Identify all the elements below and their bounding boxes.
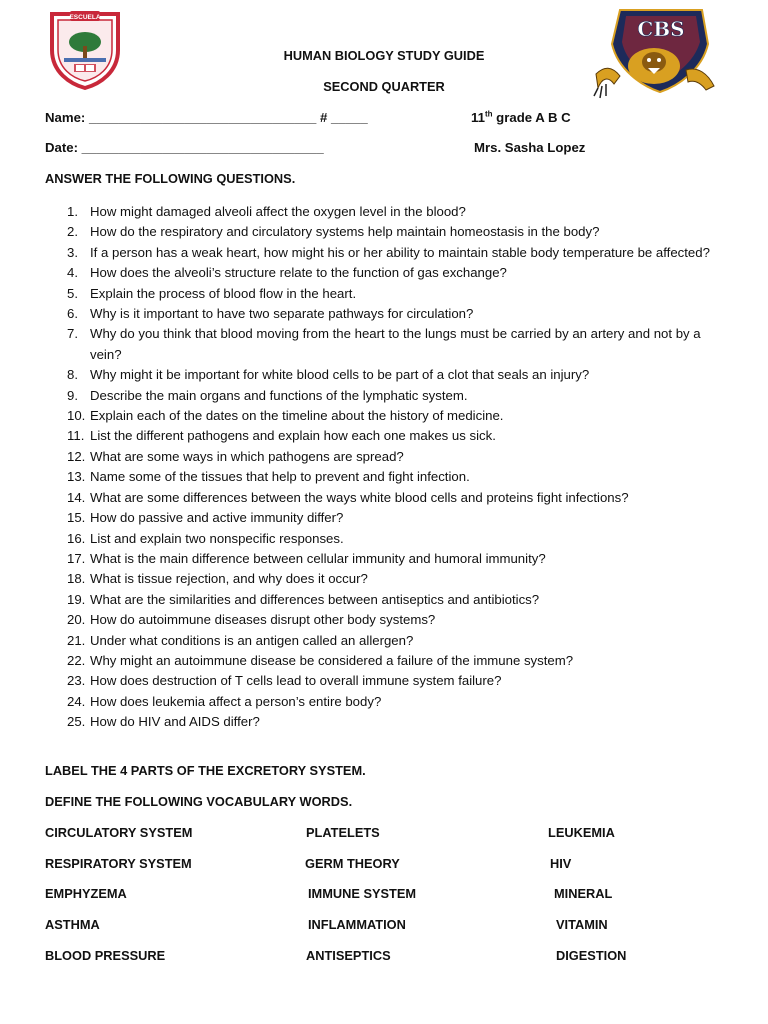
- question-item: [45, 712, 725, 732]
- vocab-term: RESPIRATORY SYSTEM: [45, 856, 192, 871]
- question-item: [45, 324, 725, 365]
- question-number: 22.: [67, 652, 86, 668]
- question-item: [45, 549, 725, 569]
- question-item: [45, 426, 725, 446]
- question-number: 4.: [67, 265, 78, 281]
- question-item: [45, 590, 725, 610]
- question-number: 25.: [67, 714, 86, 730]
- number-blank: _____: [331, 110, 368, 125]
- question-text: How does the alveoli’s structure relate to the function of gas exchange?: [90, 265, 507, 281]
- question-item: [45, 243, 725, 263]
- question-item: [45, 671, 725, 691]
- vocab-term: INFLAMMATION: [308, 917, 406, 932]
- question-text: Name some of the tissues that help to prevent and fight infection.: [90, 469, 470, 485]
- crest-banner-text: ESCUELA: [69, 14, 101, 21]
- question-item: [45, 284, 725, 304]
- question-number: 2.: [67, 224, 78, 240]
- question-number: 23.: [67, 673, 86, 689]
- question-item: [45, 365, 725, 385]
- question-item: [45, 263, 725, 283]
- name-field: [45, 110, 368, 125]
- question-text: Why might it be important for white blood cells to be part of a clot that seals an injury?: [90, 367, 590, 383]
- vocab-term: EMPHYZEMA: [45, 886, 127, 901]
- question-number: 17.: [67, 550, 86, 566]
- vocab-term: BLOOD PRESSURE: [45, 948, 166, 963]
- question-item: [45, 447, 725, 467]
- question-text: Why might an autoimmune disease be considered a failure of the immune system?: [90, 652, 574, 668]
- vocab-term: ANTISEPTICS: [306, 948, 391, 963]
- teacher-name: Mrs. Sasha Lopez: [474, 140, 586, 155]
- question-text: If a person has a weak heart, how might his or her ability to maintain stable body temperature be affected?: [90, 244, 710, 260]
- question-number: 7.: [67, 326, 78, 342]
- question-item: [45, 202, 725, 222]
- grade-label: [471, 110, 571, 125]
- grade-sections: grade A B C: [492, 110, 571, 125]
- vocab-term: LEUKEMIA: [548, 825, 615, 840]
- question-text: Explain each of the dates on the timeline about the history of medicine.: [90, 408, 504, 424]
- question-item: [45, 222, 725, 242]
- question-item: [45, 304, 725, 324]
- question-number: 15.: [67, 510, 86, 526]
- date-field: [45, 140, 324, 155]
- vocab-term: ASTHMA: [45, 917, 100, 932]
- question-number: 3.: [67, 244, 78, 260]
- question-item: [45, 569, 725, 589]
- question-item: [45, 406, 725, 426]
- question-text: How might damaged alveoli affect the oxygen level in the blood?: [90, 204, 466, 219]
- question-item: [45, 529, 725, 549]
- question-text: How does destruction of T cells lead to overall immune system failure?: [90, 673, 502, 689]
- question-text: List and explain two nonspecific responses.: [90, 530, 344, 546]
- instructions-heading: ANSWER THE FOLLOWING QUESTIONS.: [45, 171, 296, 186]
- question-text: Explain the process of blood flow in the heart.: [90, 285, 357, 301]
- label-section-heading: LABEL THE 4 PARTS OF THE EXCRETORY SYSTEM.: [45, 763, 366, 778]
- question-number: 14.: [67, 489, 86, 505]
- question-text: What is the main difference between cellular immunity and humoral immunity?: [90, 550, 546, 566]
- question-text: How do passive and active immunity differ?: [90, 510, 344, 526]
- question-number: 21.: [67, 632, 86, 648]
- questions-list: [45, 202, 725, 733]
- number-label: #: [320, 110, 328, 125]
- question-text: Under what conditions is an antigen called an allergen?: [90, 632, 414, 648]
- question-item: [45, 610, 725, 630]
- question-text: How do the respiratory and circulatory systems help maintain homeostasis in the body?: [90, 224, 600, 240]
- question-item: [45, 467, 725, 487]
- date-blank: _________________________________: [81, 140, 324, 155]
- question-number: 20.: [67, 612, 86, 628]
- question-number: 16.: [67, 530, 86, 546]
- question-number: 13.: [67, 469, 86, 485]
- define-section-heading: DEFINE THE FOLLOWING VOCABULARY WORDS.: [45, 794, 353, 809]
- question-number: 18.: [67, 571, 86, 587]
- vocab-term: IMMUNE SYSTEM: [308, 886, 417, 901]
- question-text: What is tissue rejection, and why does it occur?: [90, 571, 368, 587]
- vocab-term: VITAMIN: [556, 917, 608, 932]
- question-number: 11.: [67, 428, 85, 444]
- question-number: 6.: [67, 306, 78, 322]
- name-blank: _______________________________: [88, 110, 317, 125]
- question-text: List the different pathogens and explain how each one makes us sick.: [90, 428, 496, 444]
- question-number: 12.: [67, 448, 86, 464]
- question-text: How do autoimmune diseases disrupt other body systems?: [90, 612, 436, 628]
- vocab-term: MINERAL: [554, 886, 613, 901]
- question-item: [45, 631, 725, 651]
- question-item: [45, 651, 725, 671]
- question-text: How do HIV and AIDS differ?: [90, 714, 260, 730]
- page-subtitle: SECOND QUARTER: [323, 79, 445, 94]
- question-number: 1.: [67, 204, 78, 219]
- question-item: [45, 488, 725, 508]
- question-text: What are the similarities and differences between antiseptics and antibiotics?: [90, 591, 540, 607]
- grade-number: 11: [471, 110, 485, 125]
- question-text: Describe the main organs and functions of the lymphatic system.: [90, 387, 468, 403]
- question-number: 9.: [67, 387, 78, 403]
- vocab-term: PLATELETS: [306, 825, 380, 840]
- page-title: HUMAN BIOLOGY STUDY GUIDE: [283, 48, 485, 63]
- question-number: 10.: [67, 408, 86, 424]
- vocab-term: CIRCULATORY SYSTEM: [45, 825, 193, 840]
- question-item: [45, 386, 725, 406]
- question-item: [45, 508, 725, 528]
- question-number: 19.: [67, 591, 86, 607]
- name-label: Name:: [45, 110, 86, 125]
- question-text: Why do you think that blood moving from the heart to the lungs must be carried by an artery and not by a vein?: [90, 326, 701, 362]
- vocab-term: HIV: [550, 856, 572, 871]
- question-number: 5.: [67, 285, 78, 301]
- question-number: 24.: [67, 693, 86, 709]
- question-item: [45, 692, 725, 712]
- date-label: Date:: [45, 140, 78, 155]
- cbs-logo-text: CBS: [637, 17, 685, 41]
- question-text: Why is it important to have two separate pathways for circulation?: [90, 306, 474, 322]
- grade-suffix: th: [484, 109, 493, 119]
- question-text: How does leukemia affect a person’s entire body?: [90, 693, 382, 709]
- vocab-term: DIGESTION: [556, 948, 627, 963]
- question-text: What are some ways in which pathogens are spread?: [90, 448, 404, 464]
- question-number: 8.: [67, 367, 78, 383]
- question-text: What are some differences between the ways white blood cells and proteins fight infections?: [90, 489, 629, 505]
- vocab-term: GERM THEORY: [305, 856, 400, 871]
